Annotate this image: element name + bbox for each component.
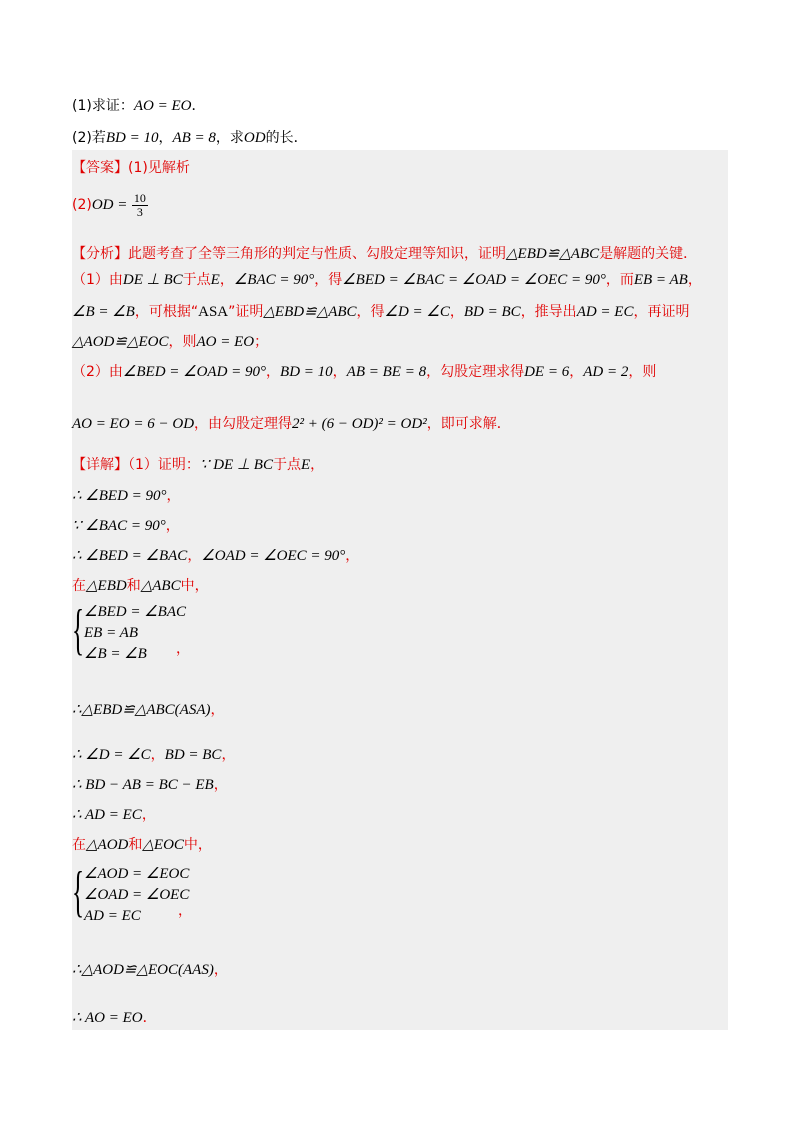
detail-line-5: 在△EBD和△ABC中， — [72, 578, 209, 594]
question-1-math: AO = EO — [133, 98, 192, 114]
question-2: (2)若BD = 10，AB = 8，求OD的长． — [72, 130, 308, 146]
analysis-tag: 【分析】 — [72, 246, 128, 262]
brace: { — [72, 599, 85, 661]
analysis-line-5: （2）由∠BED = ∠OAD = 90°，BD = 10，AB = BE = 8，勾股定理求得DE = 6，AD = 2，则 — [72, 364, 657, 380]
detail-line-7: ∴ ∠D = ∠C，BD = BC， — [72, 747, 236, 763]
detail-line-6: ∴△EBD≌△ABC(ASA)， — [72, 702, 225, 718]
analysis-line-2: （1）由DE ⊥ BC于点E，∠BAC = 90°，得∠BED = ∠BAC = ∠OAD = ∠OEC = 90°，而EB = AB， — [72, 272, 702, 288]
detail-line-12: ∴ AO = EO． — [72, 1010, 157, 1026]
answer-line — [72, 158, 190, 178]
question-1: (1)求证：AO = EO． — [72, 98, 206, 114]
answer-2: (2)OD = $\frac{10}{3}$ — [72, 190, 146, 219]
question-1-label: (1)求证： — [72, 98, 134, 114]
analysis-line-1: 【分析】此题考查了全等三角形的判定与性质、勾股定理等知识，证明△EBD≌△ABC是解题的关键． — [72, 246, 698, 262]
answer-tag: 【答案】 — [72, 160, 128, 176]
brace: { — [72, 861, 85, 923]
answer-text: (1)见解析 — [128, 160, 190, 176]
detail-line-1: 【详解】（1）证明：∵ DE ⊥ BC于点E， — [72, 457, 325, 473]
fraction: $\frac{10}{3}$ — [133, 190, 146, 219]
detail-line-9: ∴ AD = EC， — [72, 807, 156, 823]
analysis-line-6: AO = EO = 6 − OD，由勾股定理得2² + (6 − OD)² = OD²，即可求解． — [72, 416, 511, 432]
analysis-line-4: △AOD≌△EOC，则AO = EO； — [72, 334, 269, 350]
detail-tag: 【详解】 — [72, 457, 128, 473]
detail-line-10: 在△AOD和△EOC中， — [72, 837, 212, 853]
detail-line-4: ∴ ∠BED = ∠BAC，∠OAD = ∠OEC = 90°， — [72, 548, 360, 564]
detail-line-2: ∴ ∠BED = 90°， — [72, 488, 181, 504]
detail-line-3: ∵ ∠BAC = 90°， — [72, 518, 180, 534]
analysis-line-3: ∠B = ∠B，可根据“ASA”证明△EBD≌△ABC，得∠D = ∠C，BD = BC，推导出AD = EC，再证明 — [72, 304, 690, 320]
detail-line-8: ∴ BD − AB = BC − EB， — [72, 777, 228, 793]
detail-line-11: ∴△AOD≌△EOC(AAS)， — [72, 962, 228, 978]
